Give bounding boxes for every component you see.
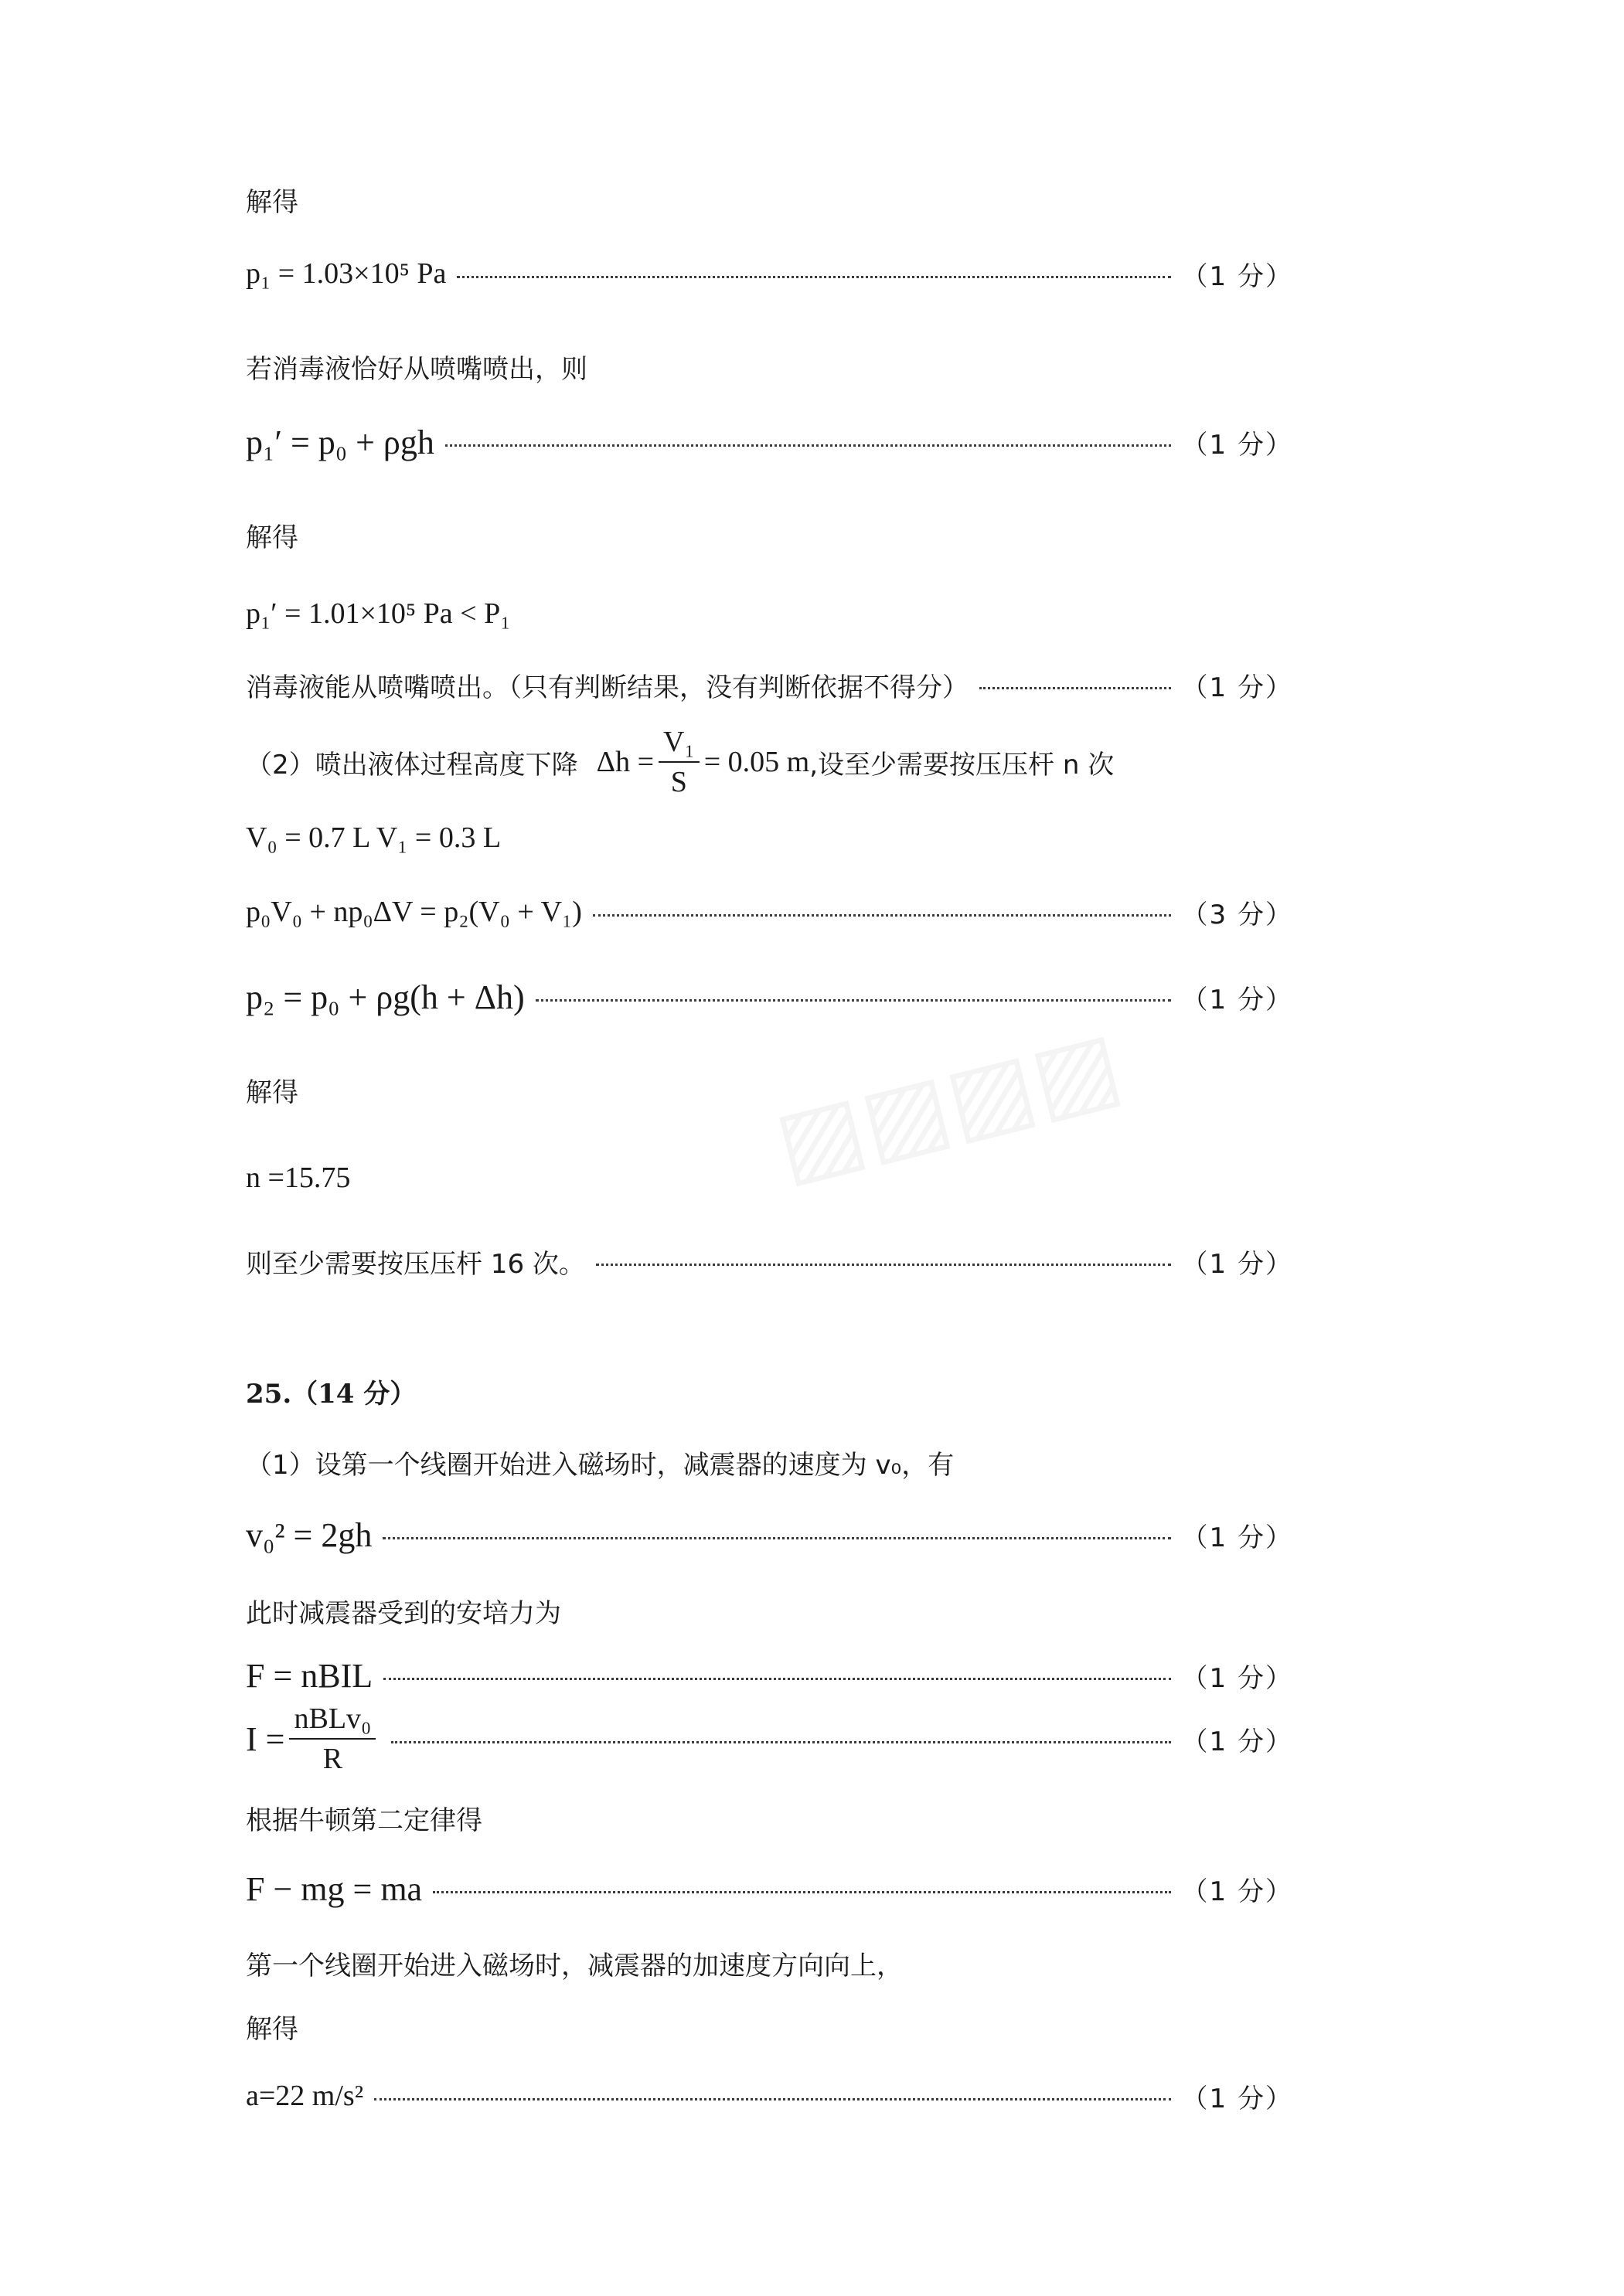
fraction-denominator: R bbox=[322, 1743, 343, 1775]
text-line-jiede-2 bbox=[246, 510, 298, 560]
equation: V₀ = 0.7 L V₁ = 0.3 L bbox=[246, 821, 502, 854]
text-content: 则至少需要按压压杆 16 次。 bbox=[246, 1248, 585, 1280]
text-line-jiede-4 bbox=[246, 2002, 298, 2051]
dot-leader bbox=[383, 1537, 1170, 1539]
equation-row-conclusion bbox=[246, 660, 1293, 709]
equation-row-current bbox=[246, 1697, 1293, 1781]
text-content: （1）设第一个线圈开始进入磁场时，减震器的速度为 v₀，有 bbox=[246, 1449, 955, 1481]
score-label: （1 分） bbox=[1181, 1522, 1293, 1553]
text-suffix: ,设至少需要按压压杆 n 次 bbox=[809, 749, 1115, 781]
equation-row-p1 bbox=[246, 249, 1293, 298]
fraction-denominator: S bbox=[670, 766, 687, 798]
equation-row-newton bbox=[246, 1864, 1293, 1913]
equation-row-p1-prime bbox=[246, 417, 1293, 467]
equation: F − mg = ma bbox=[246, 1869, 423, 1908]
question-heading-25 bbox=[246, 1366, 416, 1416]
equation-rhs: = 0.05 m bbox=[703, 746, 810, 778]
text-content: 若消毒液恰好从喷嘴喷出，则 bbox=[246, 353, 587, 385]
equation-row-acceleration bbox=[246, 2071, 1293, 2121]
text-line-direction bbox=[246, 1938, 903, 1988]
heading-text: 25.（14 分） bbox=[246, 1378, 417, 1410]
score-label: （3 分） bbox=[1181, 899, 1293, 930]
text-line-ampere-force bbox=[246, 1586, 561, 1635]
fraction bbox=[289, 1704, 376, 1774]
text-line-n-value bbox=[246, 1153, 350, 1202]
equation: F = nBIL bbox=[246, 1656, 373, 1695]
text-prefix: （2）喷出液体过程高度下降 bbox=[246, 749, 578, 781]
dot-leader bbox=[445, 444, 1171, 447]
score-label: （1 分） bbox=[1181, 1876, 1293, 1907]
equation-lhs: I = bbox=[246, 1719, 285, 1758]
score-label: （1 分） bbox=[1181, 2083, 1293, 2114]
dot-leader bbox=[433, 1891, 1170, 1893]
equation: p₁ = 1.03×10⁵ Pa bbox=[246, 257, 447, 290]
dot-leader bbox=[383, 1678, 1170, 1680]
equation-row-answer-16 bbox=[246, 1236, 1293, 1286]
dot-leader bbox=[596, 1264, 1171, 1266]
equation: n =15.75 bbox=[246, 1162, 351, 1194]
equation-lhs: Δh = bbox=[596, 746, 655, 778]
equation-row-force bbox=[246, 1651, 1293, 1700]
equation: p₀V₀ + np₀ΔV = p₂(V₀ + V₁) bbox=[246, 896, 582, 928]
dot-leader bbox=[593, 914, 1171, 917]
text-content: 解得 bbox=[246, 186, 298, 218]
text-content: 此时减震器受到的安培力为 bbox=[246, 1597, 561, 1629]
background-watermark: ▨▨▨▨ bbox=[764, 1010, 1132, 1199]
score-label: （1 分） bbox=[1181, 429, 1293, 461]
dot-leader bbox=[457, 276, 1170, 278]
fraction-numerator: nBLv₀ bbox=[289, 1704, 376, 1740]
text-line-p1-prime-result bbox=[246, 589, 510, 638]
equation: a=22 m/s² bbox=[246, 2080, 364, 2112]
text-line-part-1 bbox=[246, 1437, 954, 1487]
text-content: 第一个线圈开始进入磁场时，减震器的加速度方向向上， bbox=[246, 1950, 903, 1981]
score-label: （1 分） bbox=[1181, 672, 1293, 703]
dot-leader bbox=[374, 2098, 1170, 2100]
equation-row-boyle bbox=[246, 887, 1293, 937]
equation: p₂ = p₀ + ρg(h + Δh) bbox=[246, 978, 525, 1016]
text-content: 解得 bbox=[246, 522, 298, 553]
score-label: （1 分） bbox=[1181, 1248, 1293, 1280]
dot-leader bbox=[391, 1741, 1170, 1743]
text-line-jiede-1 bbox=[246, 175, 298, 224]
dot-leader bbox=[979, 687, 1171, 689]
equation-row-p2 bbox=[246, 972, 1293, 1022]
text-line-newton bbox=[246, 1793, 482, 1842]
fraction bbox=[659, 727, 700, 797]
text-content: 消毒液能从喷嘴喷出。（只有判断结果，没有判断依据不得分） bbox=[246, 672, 969, 703]
score-label: （1 分） bbox=[1181, 1662, 1293, 1694]
equation-row-v0 bbox=[246, 1510, 1293, 1560]
equation: v₀² = 2gh bbox=[246, 1515, 373, 1554]
score-label: （1 分） bbox=[1181, 984, 1293, 1015]
text-line-condition bbox=[246, 342, 587, 391]
score-label: （1 分） bbox=[1181, 1726, 1293, 1757]
text-line-part-2 bbox=[246, 725, 1114, 799]
text-line-volumes bbox=[246, 813, 501, 862]
text-content: 解得 bbox=[246, 2013, 298, 2045]
score-label: （1 分） bbox=[1181, 260, 1293, 292]
dot-leader bbox=[536, 999, 1171, 1002]
fraction-numerator: V₁ bbox=[659, 727, 700, 763]
equation: p₁′ = 1.01×10⁵ Pa < P₁ bbox=[246, 597, 511, 630]
text-content: 解得 bbox=[246, 1077, 298, 1108]
text-content: 根据牛顿第二定律得 bbox=[246, 1804, 482, 1836]
equation: p₁′ = p₀ + ρgh bbox=[246, 423, 434, 461]
text-line-jiede-3 bbox=[246, 1065, 298, 1114]
